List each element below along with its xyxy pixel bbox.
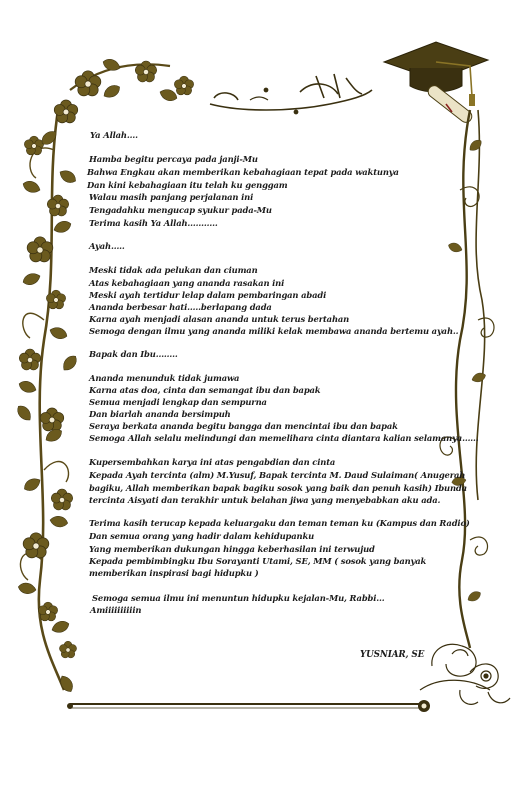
letter-line: memberikan inspirasi bagi hidupku )	[89, 568, 259, 578]
letter-line: Kepada pembimbingku Ibu Sorayanti Utami, SE, MM ( sosok yang banyak	[89, 556, 427, 566]
floral-corner-bottom-right	[420, 644, 510, 704]
letter-line: Walau masih panjang perjalanan ini	[89, 192, 254, 202]
letter-line: Semoga semua ilmu ini menuntun hidupku kejalan-Mu, Rabbi...	[92, 593, 385, 603]
letter-line: Dan kini kebahagiaan itu telah ku genggam	[87, 180, 288, 190]
letter-line: Tengadahku mengucap syukur pada-Mu	[89, 205, 272, 215]
signature: YUSNIAR, SE	[360, 650, 425, 660]
letter-line: Yang memberikan dukungan hingga keberhasilan ini terwujud	[89, 544, 375, 554]
letter-line: Hamba begitu percaya pada janji-Mu	[89, 154, 258, 164]
letter-line: Terima kasih Ya Allah………..	[89, 218, 218, 228]
letter-line: Ananda menunduk tidak jumawa	[89, 373, 240, 383]
letter-line: Semua menjadi lengkap dan sempurna	[89, 397, 267, 407]
greeting-allah: Ya Allah….	[90, 130, 138, 140]
letter-line: Semoga Allah selalu melindungi dan memelihara cinta diantara kalian selamanya……	[89, 433, 479, 443]
letter-line: Terima kasih terucap kepada keluargaku dan teman teman ku (Kampus dan Radio)	[89, 518, 470, 528]
letter-line: Kepada Ayah tercinta (alm) M.Yusuf, Bapak tercinta M. Daud Sulaiman( Anugerah	[89, 470, 466, 480]
greeting-bapak-ibu: Bapak dan Ibu……..	[89, 349, 178, 359]
letter-line: tercinta Aisyati dan terakhir untuk belahan jiwa yang menyebabkan aku ada.	[89, 495, 441, 505]
letter-line: Ananda berbesar hati…..berlapang dada	[89, 302, 272, 312]
letter-line: Atas kebahagiaan yang ananda rasakan ini	[89, 278, 285, 288]
letter-line: Meski tidak ada pelukan dan ciuman	[89, 265, 258, 275]
letter-line: Dan biarlah ananda bersimpuh	[89, 409, 231, 419]
greeting-ayah: Ayah…..	[89, 241, 125, 251]
letter-line: Semoga dengan ilmu yang ananda miliki kelak membawa ananda bertemu ayah..	[89, 326, 459, 336]
letter-line: Seraya berkata ananda begitu bangga dan mencintai ibu dan bapak	[89, 421, 398, 431]
letter-line: bagiku, Allah memberikan bapak bagiku sosok yang baik dan penuh kasih) Ibunda	[89, 483, 467, 493]
vine-right-border	[440, 110, 494, 648]
letter-line: Kupersembahkan karya ini atas pengabdian dan cinta	[89, 457, 336, 467]
letter-line: Amiiiiiiiiiin	[90, 605, 142, 615]
letter-line: Meski ayah tertidur lelap dalam pembaringan abadi	[89, 290, 327, 300]
letter-line: Karna ayah menjadi alasan ananda untuk terus bertahan	[89, 314, 350, 324]
letter-line: Karna atas doa, cinta dan semangat ibu dan bapak	[89, 385, 321, 395]
calligraphy-top	[210, 74, 372, 114]
letter-line: Dan semua orang yang hadir dalam kehidupanku	[89, 531, 315, 541]
letter-line: Bahwa Engkau akan memberikan kebahagiaan tepat pada waktunya	[87, 167, 399, 177]
bottom-rule	[67, 700, 430, 712]
